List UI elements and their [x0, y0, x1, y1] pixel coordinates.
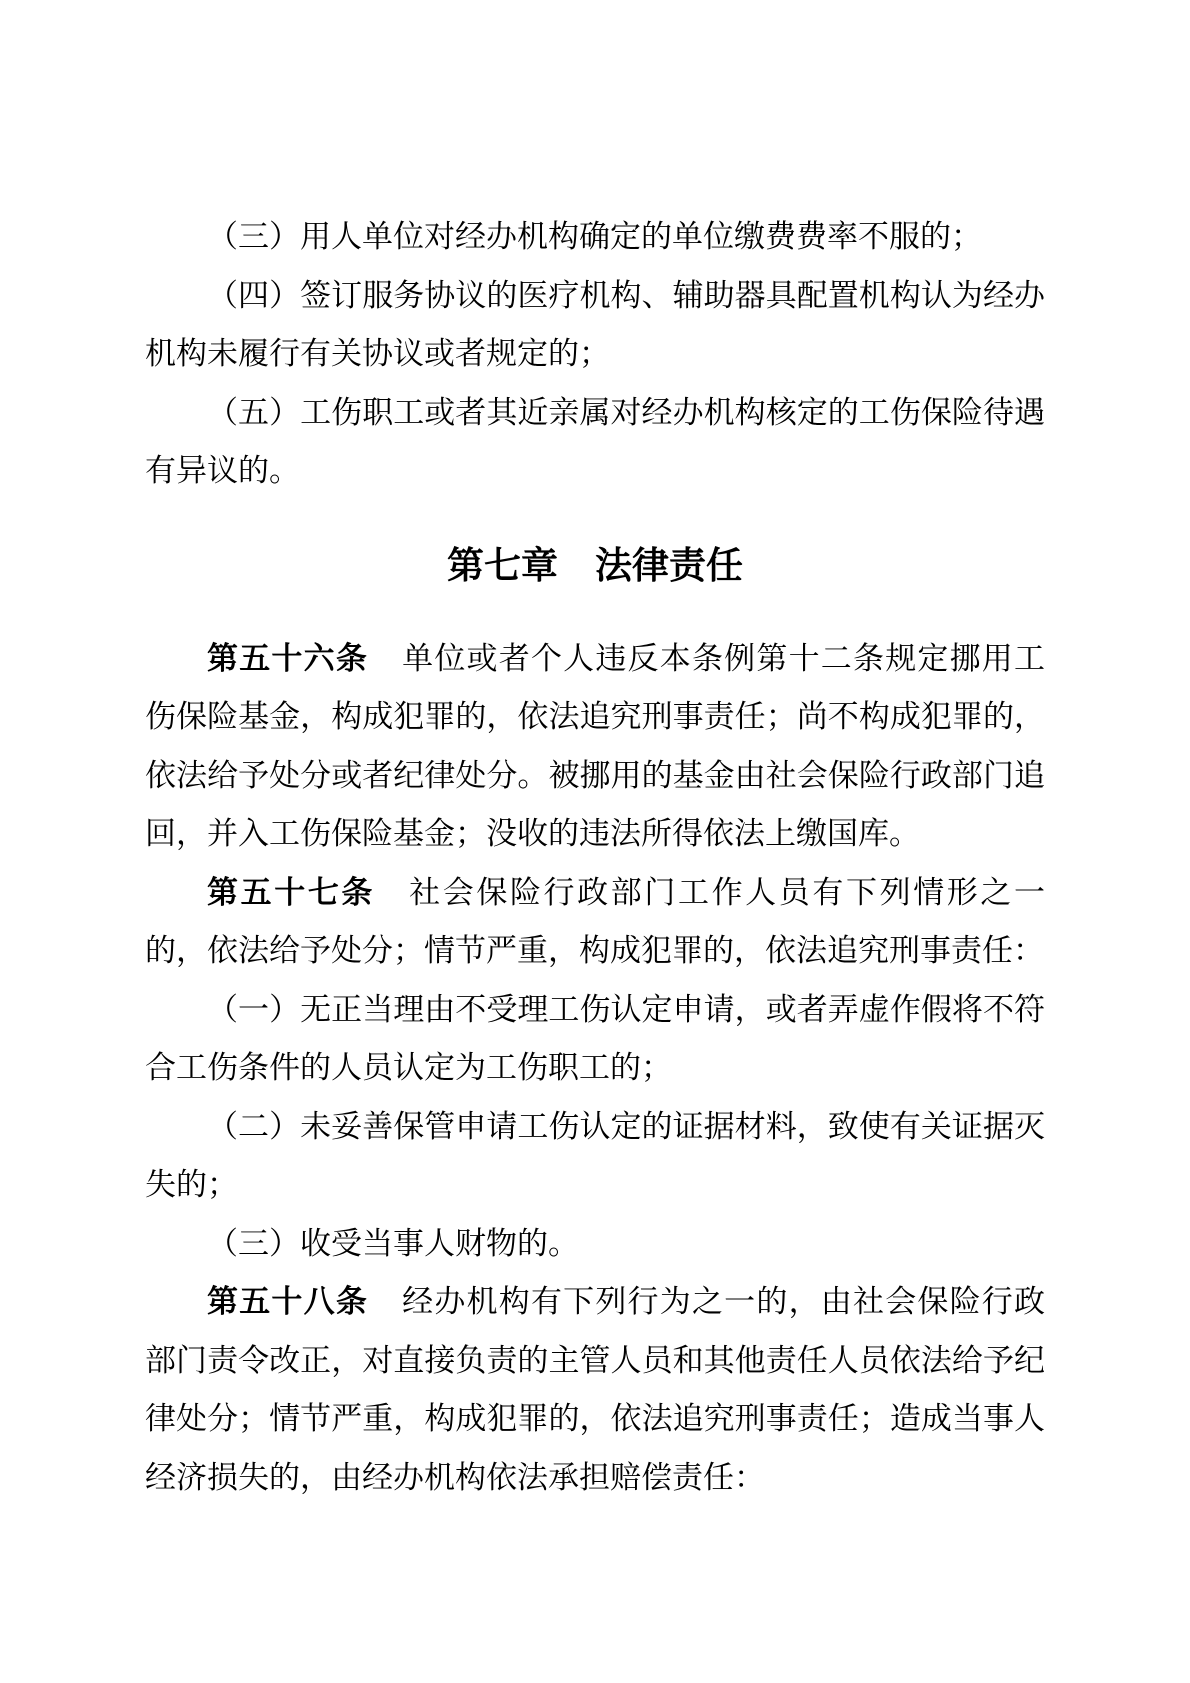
document-content: [145, 208, 1045, 1507]
article-57-number: 第五十七条: [207, 874, 376, 910]
article-58-paragraph: [145, 1273, 1045, 1507]
article-56-number: 第五十六条: [207, 640, 369, 676]
clause-item-4: （四）签订服务协议的医疗机构、辅助器具配置机构认为经办机构未履行有关协议或者规定的；: [145, 277, 1045, 371]
article-57-paragraph: [145, 864, 1045, 981]
article-57-item-1: （一）无正当理由不受理工伤认定申请，或者弄虚作假将不符合工伤条件的人员认定为工伤职工的；: [145, 991, 1045, 1085]
article-57-item-2: （二）未妥善保管申请工伤认定的证据材料，致使有关证据灭失的；: [145, 1108, 1045, 1202]
clause-item-5: （五）工伤职工或者其近亲属对经办机构核定的工伤保险待遇有异议的。: [145, 394, 1045, 488]
article-56-paragraph: [145, 630, 1045, 864]
article-57-body: 社会保险行政部门工作人员有下列情形之一的，依法给予处分；情节严重，构成犯罪的，依法追究刑事责任：: [145, 874, 1046, 968]
chapter-heading: 第七章 法律责任: [447, 544, 743, 586]
article-58-body: 经办机构有下列行为之一的，由社会保险行政部门责令改正，对直接负责的主管人员和其他责任人员依法给予纪律处分；情节严重，构成犯罪的，依法追究刑事责任；造成当事人经济损失的，由经办机构依法承担赔偿责任：: [145, 1284, 1046, 1495]
article-58-number: 第五十八条: [207, 1284, 369, 1319]
article-57-item-3: （三）收受当事人财物的。: [207, 1225, 579, 1261]
clause-item-3: （三）用人单位对经办机构确定的单位缴费费率不服的；: [207, 219, 982, 254]
article-56-body: 单位或者个人违反本条例第十二条规定挪用工伤保险基金，构成犯罪的，依法追究刑事责任；尚不构成犯罪的，依法给予处分或者纪律处分。被挪用的基金由社会保险行政部门追回，并入工伤保险基金；没收的违法所得依法上缴国库。: [145, 640, 1046, 851]
